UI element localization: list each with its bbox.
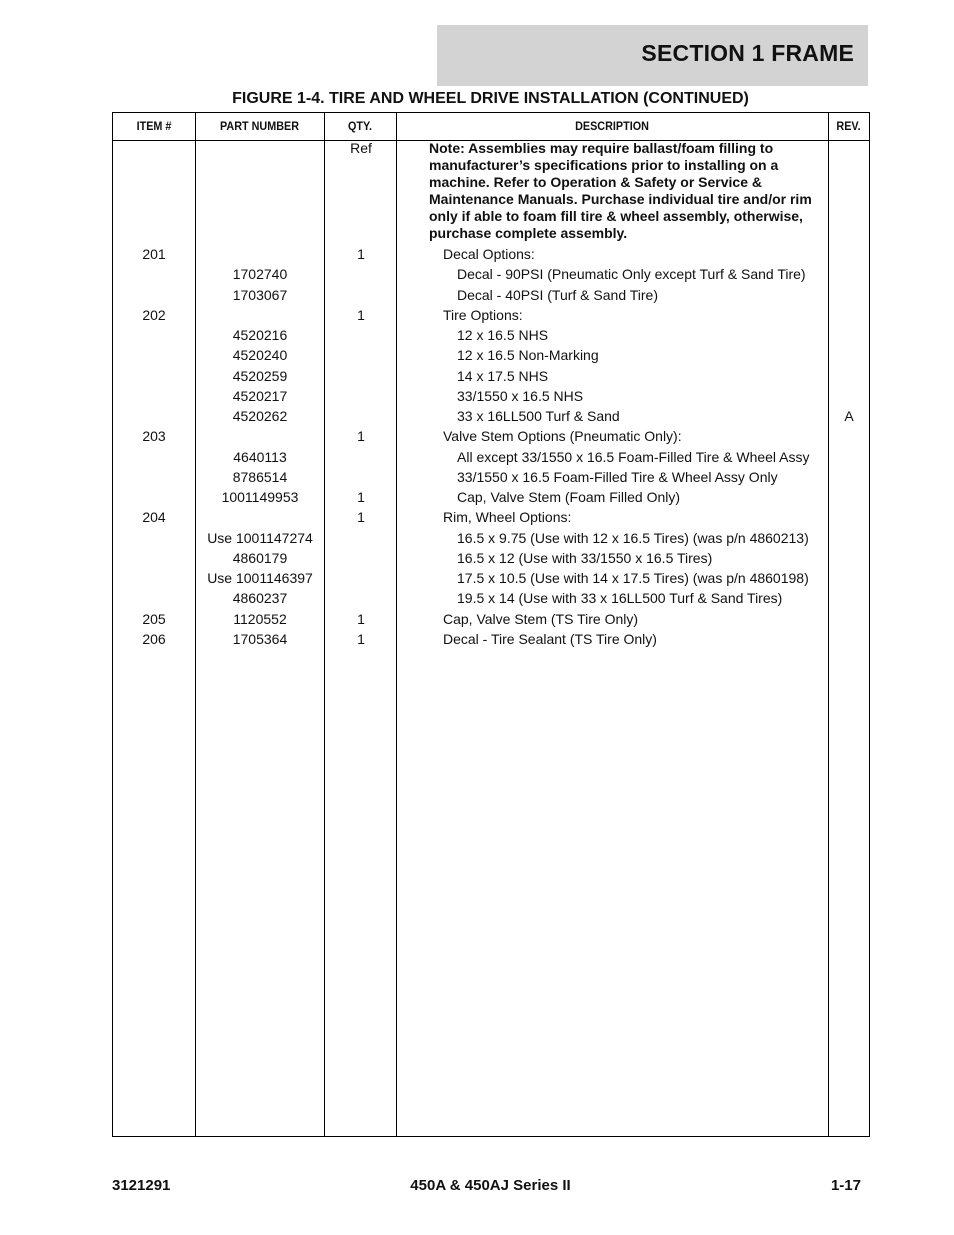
description-cell: 14 x 17.5 NHS xyxy=(457,367,549,384)
description-cell: Cap, Valve Stem (TS Tire Only) xyxy=(443,610,639,627)
column-divider xyxy=(828,113,829,1136)
description-cell: 16.5 x 9.75 (Use with 12 x 16.5 Tires) (was p/n 4860213) xyxy=(457,529,809,546)
parts-table xyxy=(112,112,870,1137)
description-cell: Decal Options: xyxy=(443,246,535,262)
section-title: SECTION 1 FRAME xyxy=(641,40,854,66)
section-banner xyxy=(437,25,868,86)
column-header-rev: REV. xyxy=(836,119,861,133)
part-number-cell: 4860179 xyxy=(232,549,288,566)
column-header-qty: QTY. xyxy=(347,119,372,133)
description-cell: Decal - 90PSI (Pneumatic Only except Turf & Sand Tire) xyxy=(457,266,806,283)
part-number-cell: 1703067 xyxy=(232,286,288,303)
footer-page-number: 1-17 xyxy=(830,1177,861,1194)
part-number-cell: Use 1001146397 xyxy=(207,570,313,586)
description-cell: 33/1550 x 16.5 Foam-Filled Tire & Wheel Assy Only xyxy=(457,468,778,485)
note-qty: Ref xyxy=(350,140,372,156)
description-cell: Tire Options: xyxy=(443,306,523,323)
description-cell: 16.5 x 12 (Use with 33/1550 x 16.5 Tires) xyxy=(457,549,713,566)
qty-cell: 1 xyxy=(357,306,365,323)
rev-cell: A xyxy=(844,408,854,424)
qty-cell: 1 xyxy=(357,630,365,647)
column-header-item: ITEM # xyxy=(136,119,172,133)
description-cell: All except 33/1550 x 16.5 Foam-Filled Tire & Wheel Assy xyxy=(457,448,810,465)
part-number-cell: 4520216 xyxy=(232,327,288,343)
item-number-cell: 202 xyxy=(142,306,166,323)
part-number-cell: 1705364 xyxy=(232,630,288,647)
description-cell: 19.5 x 14 (Use with 33 x 16LL500 Turf & Sand Tires) xyxy=(457,590,783,607)
qty-cell: 1 xyxy=(357,246,365,262)
column-header-description: DESCRIPTION xyxy=(575,119,649,133)
part-number-cell: 4520240 xyxy=(232,347,288,364)
part-number-cell: 4520217 xyxy=(232,387,288,404)
item-number-cell: 203 xyxy=(142,428,166,445)
description-cell: Decal - Tire Sealant (TS Tire Only) xyxy=(443,630,657,647)
qty-cell: 1 xyxy=(357,489,365,505)
qty-cell: 1 xyxy=(357,610,365,627)
footer-model: 450A & 450AJ Series II xyxy=(410,1177,571,1194)
qty-cell: 1 xyxy=(357,509,365,526)
part-number-cell: 4520262 xyxy=(232,408,288,424)
description-cell: Valve Stem Options (Pneumatic Only): xyxy=(443,428,682,445)
description-cell: Decal - 40PSI (Turf & Sand Tire) xyxy=(457,286,658,303)
description-cell: 33/1550 x 16.5 NHS xyxy=(457,387,584,404)
figure-title: FIGURE 1-4. TIRE AND WHEEL DRIVE INSTALLATION (CONTINUED) xyxy=(232,90,749,107)
part-number-cell: 4640113 xyxy=(233,448,287,465)
description-cell: Cap, Valve Stem (Foam Filled Only) xyxy=(457,489,681,505)
column-header-part-number: PART NUMBER xyxy=(219,119,300,133)
part-number-cell: Use 1001147274 xyxy=(207,529,313,546)
item-number-cell: 205 xyxy=(142,610,166,627)
description-cell: 12 x 16.5 Non-Marking xyxy=(457,347,599,364)
part-number-cell: 1702740 xyxy=(232,266,288,283)
part-number-cell: 8786514 xyxy=(232,468,288,485)
description-cell: 12 x 16.5 NHS xyxy=(457,327,549,343)
qty-cell: 1 xyxy=(357,428,365,445)
part-number-cell: 4520259 xyxy=(232,367,288,384)
description-cell: 17.5 x 10.5 (Use with 14 x 17.5 Tires) (was p/n 4860198) xyxy=(457,570,809,586)
footer-doc-number: 3121291 xyxy=(112,1177,171,1194)
assembly-note: Note: Assemblies may require ballast/foam filling to manufacturer’s specifications prior to installing on a machine. Refer to Operation & Safety or Service & Maintenance Manuals. Purchase individual tire and/or rim only if able to foam fill tire & wheel assembly, otherwise, purchase complete assembly. xyxy=(429,140,812,241)
item-number-cell: 201 xyxy=(142,246,166,262)
part-number-cell: 4860237 xyxy=(232,590,288,607)
description-cell: 33 x 16LL500 Turf & Sand xyxy=(457,408,620,424)
description-cell: Rim, Wheel Options: xyxy=(443,509,572,526)
item-number-cell: 206 xyxy=(142,630,166,647)
item-number-cell: 204 xyxy=(142,509,166,526)
part-number-cell: 1120552 xyxy=(233,610,287,627)
part-number-cell: 1001149953 xyxy=(221,489,299,505)
